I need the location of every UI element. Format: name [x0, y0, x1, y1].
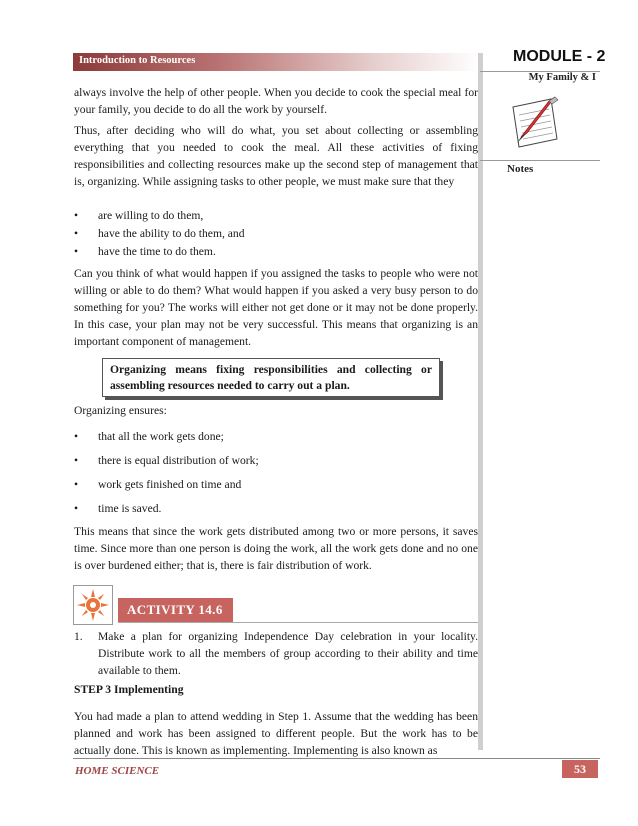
page-number-badge	[562, 760, 598, 778]
bullet-symbol: •	[74, 245, 79, 258]
paragraph-implementing: You had made a plan to attend wedding in Step 1. Assume that the wedding has been planned and work has been assigned to different people. But the work has to be actually done. This is known as implementing. Implementing is also known as	[74, 710, 478, 757]
section-title: Introduction to Resources	[79, 55, 196, 66]
paragraph-intro: always involve the help of other people. When you decide to cook the special meal for your family, you decide to do all the work by yourself.	[74, 86, 478, 116]
definition-box	[102, 358, 440, 397]
paragraph-organizing: Thus, after deciding who will do what, you set about collecting or assembling everything that you needed to cook the meal. All these activities of fixing responsibilities and collecting resources make up the second step of management that is, organizing. While assigning tasks to other people, we must make sure that they	[74, 124, 478, 188]
bullet-symbol: •	[74, 454, 79, 467]
margin-divider	[478, 53, 483, 750]
activity-item-number: 1.	[74, 630, 83, 643]
step3-heading: STEP 3 Implementing	[74, 683, 184, 696]
activity-rule	[118, 622, 478, 623]
bullet-symbol: •	[74, 430, 79, 443]
notes-rule	[480, 160, 600, 161]
notes-label: Notes	[507, 163, 534, 175]
module-title: MODULE - 2	[513, 48, 606, 65]
module-subtitle: My Family & I	[528, 72, 596, 83]
bullet-symbol: •	[74, 502, 79, 515]
bullet-symbol: •	[74, 227, 79, 240]
activity-sun-icon	[73, 585, 113, 625]
bullet-symbol: •	[74, 478, 79, 491]
definition-text: Organizing means fixing responsibilities and collecting or assembling resources needed to carry out a plan.	[110, 363, 432, 392]
activity-label: ACTIVITY 14.6	[118, 598, 233, 622]
ensures-intro: Organizing ensures:	[74, 404, 167, 417]
footer-book-title: HOME SCIENCE	[75, 765, 160, 777]
paragraph-consequences: Can you think of what would happen if you assigned the tasks to people who were not willing or able to do them? What would happen if you asked a very busy person to do something for you? The works will either not get done or it may not be done properly. In this case, your plan may not be very successful. This means that organizing is an important component of management.	[74, 267, 478, 348]
bullet-symbol: •	[74, 209, 79, 222]
page-number: 53	[574, 762, 586, 776]
activity-item-text: Make a plan for organizing Independence Day celebration in your locality. Distribute work to all the members of group according to their ability and time available to them.	[98, 630, 478, 677]
paragraph-distribution: This means that since the work gets distributed among two or more persons, it saves time. Since more than one person is doing the work, all the work gets done and no one is over burdened either; that is, there is fair distribution of work.	[74, 525, 478, 572]
section-header-bar	[73, 53, 480, 71]
paper-and-pencil-icon	[503, 93, 563, 158]
footer-rule	[73, 758, 600, 759]
